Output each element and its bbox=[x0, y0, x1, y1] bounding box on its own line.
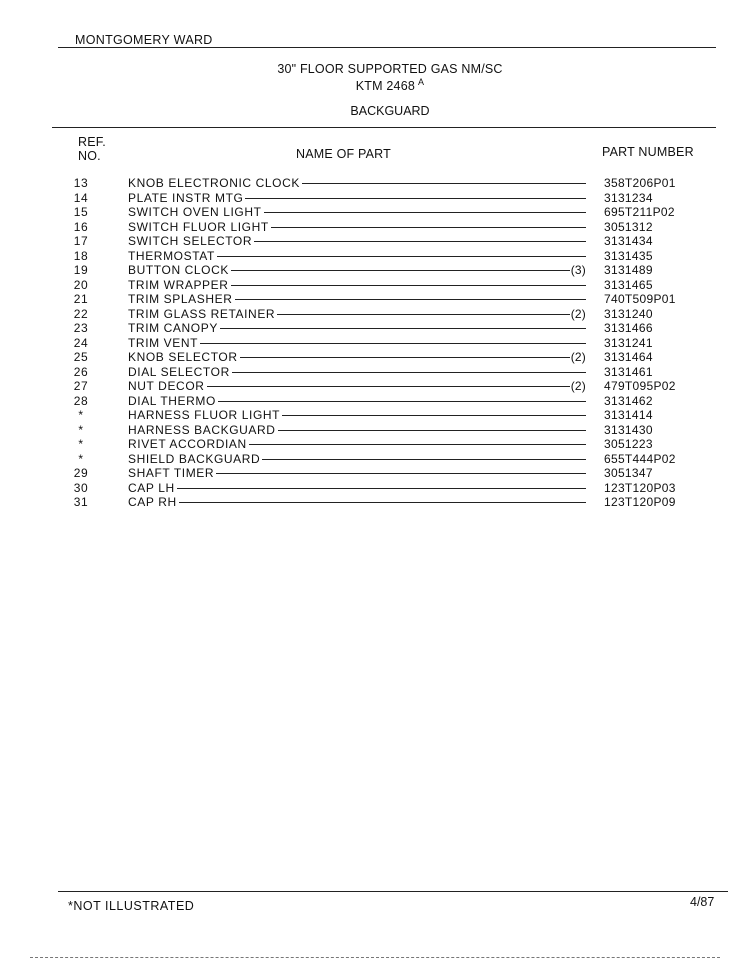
part-number: 3051312 bbox=[604, 219, 653, 234]
part-name: THERMOSTAT bbox=[128, 248, 215, 263]
part-name: DIAL THERMO bbox=[128, 393, 216, 408]
ref-number: 24 bbox=[73, 335, 89, 350]
part-name-cell bbox=[128, 423, 586, 438]
table-row bbox=[0, 249, 750, 264]
part-number: 3051347 bbox=[604, 466, 653, 480]
quantity: (2) bbox=[570, 306, 586, 321]
leader-line bbox=[264, 212, 586, 213]
part-name: KNOB SELECTOR bbox=[128, 350, 238, 364]
leader-line bbox=[217, 256, 586, 257]
table-row bbox=[0, 336, 750, 351]
table-row bbox=[0, 423, 750, 438]
part-number: 3131466 bbox=[604, 321, 653, 335]
column-header-ref-line2: NO. bbox=[78, 149, 101, 163]
part-number: 3131414 bbox=[604, 408, 653, 422]
part-name-cell bbox=[128, 220, 586, 235]
ref-number: 22 bbox=[73, 306, 89, 321]
table-row bbox=[0, 307, 750, 322]
parts-list bbox=[0, 176, 750, 510]
leader-line bbox=[249, 444, 586, 445]
part-name-cell bbox=[128, 336, 586, 351]
part-name: SWITCH FLUOR LIGHT bbox=[128, 219, 269, 234]
table-row bbox=[0, 466, 750, 481]
leader-line bbox=[218, 401, 586, 402]
part-name: TRIM SPLASHER bbox=[128, 292, 233, 306]
quantity: (2) bbox=[570, 350, 586, 364]
table-row bbox=[0, 176, 750, 191]
part-name: CAP RH bbox=[128, 495, 177, 509]
part-number: 123T120P03 bbox=[604, 480, 676, 495]
part-name: TRIM GLASS RETAINER bbox=[128, 306, 276, 321]
column-header-name: NAME OF PART bbox=[296, 147, 392, 161]
leader-line bbox=[235, 299, 587, 300]
part-name: HARNESS FLUOR LIGHT bbox=[128, 408, 281, 422]
ref-number: 23 bbox=[73, 321, 89, 335]
part-name-cell bbox=[128, 205, 586, 220]
leader-line bbox=[179, 502, 586, 503]
part-name-cell bbox=[128, 466, 586, 481]
leader-line bbox=[177, 488, 586, 489]
leader-line bbox=[302, 183, 586, 184]
table-row bbox=[0, 495, 750, 510]
part-number: 3131489 bbox=[604, 263, 653, 277]
part-name: BUTTON CLOCK bbox=[128, 263, 229, 277]
quantity: (2) bbox=[570, 379, 586, 393]
part-name-cell bbox=[128, 278, 586, 293]
leader-line bbox=[207, 386, 570, 387]
ref-number: 29 bbox=[73, 466, 89, 480]
leader-line bbox=[282, 415, 586, 416]
top-rule bbox=[58, 47, 716, 48]
page-date: 4/87 bbox=[690, 895, 715, 909]
part-number: 3131234 bbox=[604, 190, 653, 205]
leader-line bbox=[277, 314, 570, 315]
brand-name: MONTGOMERY WARD bbox=[75, 33, 213, 47]
part-name-cell bbox=[128, 495, 586, 510]
ref-number: 31 bbox=[73, 495, 89, 509]
leader-line bbox=[231, 285, 586, 286]
part-name-cell bbox=[128, 249, 586, 264]
leader-line bbox=[245, 198, 586, 199]
ref-number: 17 bbox=[73, 234, 89, 248]
table-row bbox=[0, 437, 750, 452]
part-name: TRIM VENT bbox=[128, 335, 199, 350]
part-number: 3131241 bbox=[604, 335, 653, 350]
table-row bbox=[0, 292, 750, 307]
leader-line bbox=[240, 357, 570, 358]
part-name-cell bbox=[128, 176, 586, 191]
part-name: TRIM CANOPY bbox=[128, 321, 218, 335]
part-number: 3051223 bbox=[604, 437, 653, 451]
part-name-cell bbox=[128, 263, 586, 278]
part-name: SHIELD BACKGUARD bbox=[128, 451, 261, 466]
part-number: 655T444P02 bbox=[604, 451, 676, 466]
part-number: 358T206P01 bbox=[604, 176, 676, 190]
leader-line bbox=[232, 372, 586, 373]
ref-number: 25 bbox=[73, 350, 89, 364]
part-name-cell bbox=[128, 292, 586, 307]
ref-number: 21 bbox=[73, 292, 89, 306]
footnote: *NOT ILLUSTRATED bbox=[68, 899, 195, 913]
leader-line bbox=[254, 241, 586, 242]
model-number bbox=[180, 77, 600, 93]
part-number: 479T095P02 bbox=[604, 379, 676, 393]
ref-number: 13 bbox=[73, 176, 89, 190]
part-number: 3131461 bbox=[604, 364, 653, 379]
header-rule bbox=[52, 127, 716, 128]
part-name-cell bbox=[128, 365, 586, 380]
part-name-cell bbox=[128, 437, 586, 452]
part-number: 123T120P09 bbox=[604, 495, 676, 509]
table-row bbox=[0, 481, 750, 496]
part-number: 3131430 bbox=[604, 422, 653, 437]
leader-line bbox=[231, 270, 570, 271]
ref-number: 16 bbox=[73, 219, 89, 234]
revision-mark: A bbox=[418, 77, 425, 87]
ref-number: 19 bbox=[73, 263, 89, 277]
part-name: CAP LH bbox=[128, 480, 175, 495]
ref-number: 26 bbox=[73, 364, 89, 379]
part-name-cell bbox=[128, 191, 586, 206]
leader-line bbox=[200, 343, 586, 344]
footer-rule bbox=[58, 891, 728, 892]
table-row bbox=[0, 379, 750, 394]
part-number: 3131435 bbox=[604, 248, 653, 263]
table-row bbox=[0, 321, 750, 336]
column-header-ref-line1: REF. bbox=[78, 135, 106, 149]
part-name-cell bbox=[128, 307, 586, 322]
part-name-cell bbox=[128, 408, 586, 423]
ref-number: * bbox=[78, 437, 84, 451]
part-name-cell bbox=[128, 321, 586, 336]
ref-number: * bbox=[78, 408, 84, 422]
column-header-part-number: PART NUMBER bbox=[602, 145, 694, 159]
part-number: 3131462 bbox=[604, 393, 653, 408]
ref-number: 15 bbox=[73, 205, 89, 219]
part-name-cell bbox=[128, 452, 586, 467]
leader-line bbox=[216, 473, 586, 474]
part-name: SWITCH SELECTOR bbox=[128, 234, 253, 248]
table-row bbox=[0, 191, 750, 206]
part-number: 3131434 bbox=[604, 234, 653, 248]
table-row bbox=[0, 278, 750, 293]
part-name: RIVET ACCORDIAN bbox=[128, 437, 247, 451]
ref-number: 28 bbox=[73, 393, 89, 408]
part-number: 740T509P01 bbox=[604, 292, 676, 306]
part-number: 3131240 bbox=[604, 306, 653, 321]
leader-line bbox=[278, 430, 586, 431]
table-row bbox=[0, 350, 750, 365]
part-name: PLATE INSTR MTG bbox=[128, 190, 244, 205]
part-name: TRIM WRAPPER bbox=[128, 277, 229, 292]
bottom-scan-edge bbox=[30, 957, 720, 958]
table-row bbox=[0, 234, 750, 249]
part-name: NUT DECOR bbox=[128, 379, 205, 393]
table-row bbox=[0, 452, 750, 467]
ref-number: 14 bbox=[73, 190, 89, 205]
ref-number: 18 bbox=[73, 248, 89, 263]
table-row bbox=[0, 365, 750, 380]
ref-number: * bbox=[78, 451, 84, 466]
model-number-text: KTM 2468 bbox=[355, 79, 416, 93]
part-name: SWITCH OVEN LIGHT bbox=[128, 205, 262, 219]
part-name-cell bbox=[128, 379, 586, 394]
part-name-cell bbox=[128, 350, 586, 365]
table-row bbox=[0, 408, 750, 423]
leader-line bbox=[220, 328, 586, 329]
ref-number: * bbox=[78, 422, 84, 437]
part-name-cell bbox=[128, 234, 586, 249]
part-number: 695T211P02 bbox=[604, 205, 675, 219]
ref-number: 20 bbox=[73, 277, 89, 292]
table-row bbox=[0, 220, 750, 235]
part-number: 3131464 bbox=[604, 350, 653, 364]
table-row bbox=[0, 205, 750, 220]
section-title: BACKGUARD bbox=[350, 104, 430, 118]
part-name: KNOB ELECTRONIC CLOCK bbox=[128, 176, 300, 190]
document-title: 30" FLOOR SUPPORTED GAS NM/SC bbox=[277, 62, 503, 76]
table-row bbox=[0, 394, 750, 409]
leader-line bbox=[271, 227, 586, 228]
table-row bbox=[0, 263, 750, 278]
ref-number: 30 bbox=[73, 480, 89, 495]
part-name-cell bbox=[128, 394, 586, 409]
part-name-cell bbox=[128, 481, 586, 496]
quantity: (3) bbox=[570, 263, 586, 277]
part-name: HARNESS BACKGUARD bbox=[128, 422, 276, 437]
leader-line bbox=[262, 459, 586, 460]
part-name: SHAFT TIMER bbox=[128, 466, 215, 480]
part-name: DIAL SELECTOR bbox=[128, 364, 230, 379]
part-number: 3131465 bbox=[604, 277, 653, 292]
ref-number: 27 bbox=[73, 379, 89, 393]
